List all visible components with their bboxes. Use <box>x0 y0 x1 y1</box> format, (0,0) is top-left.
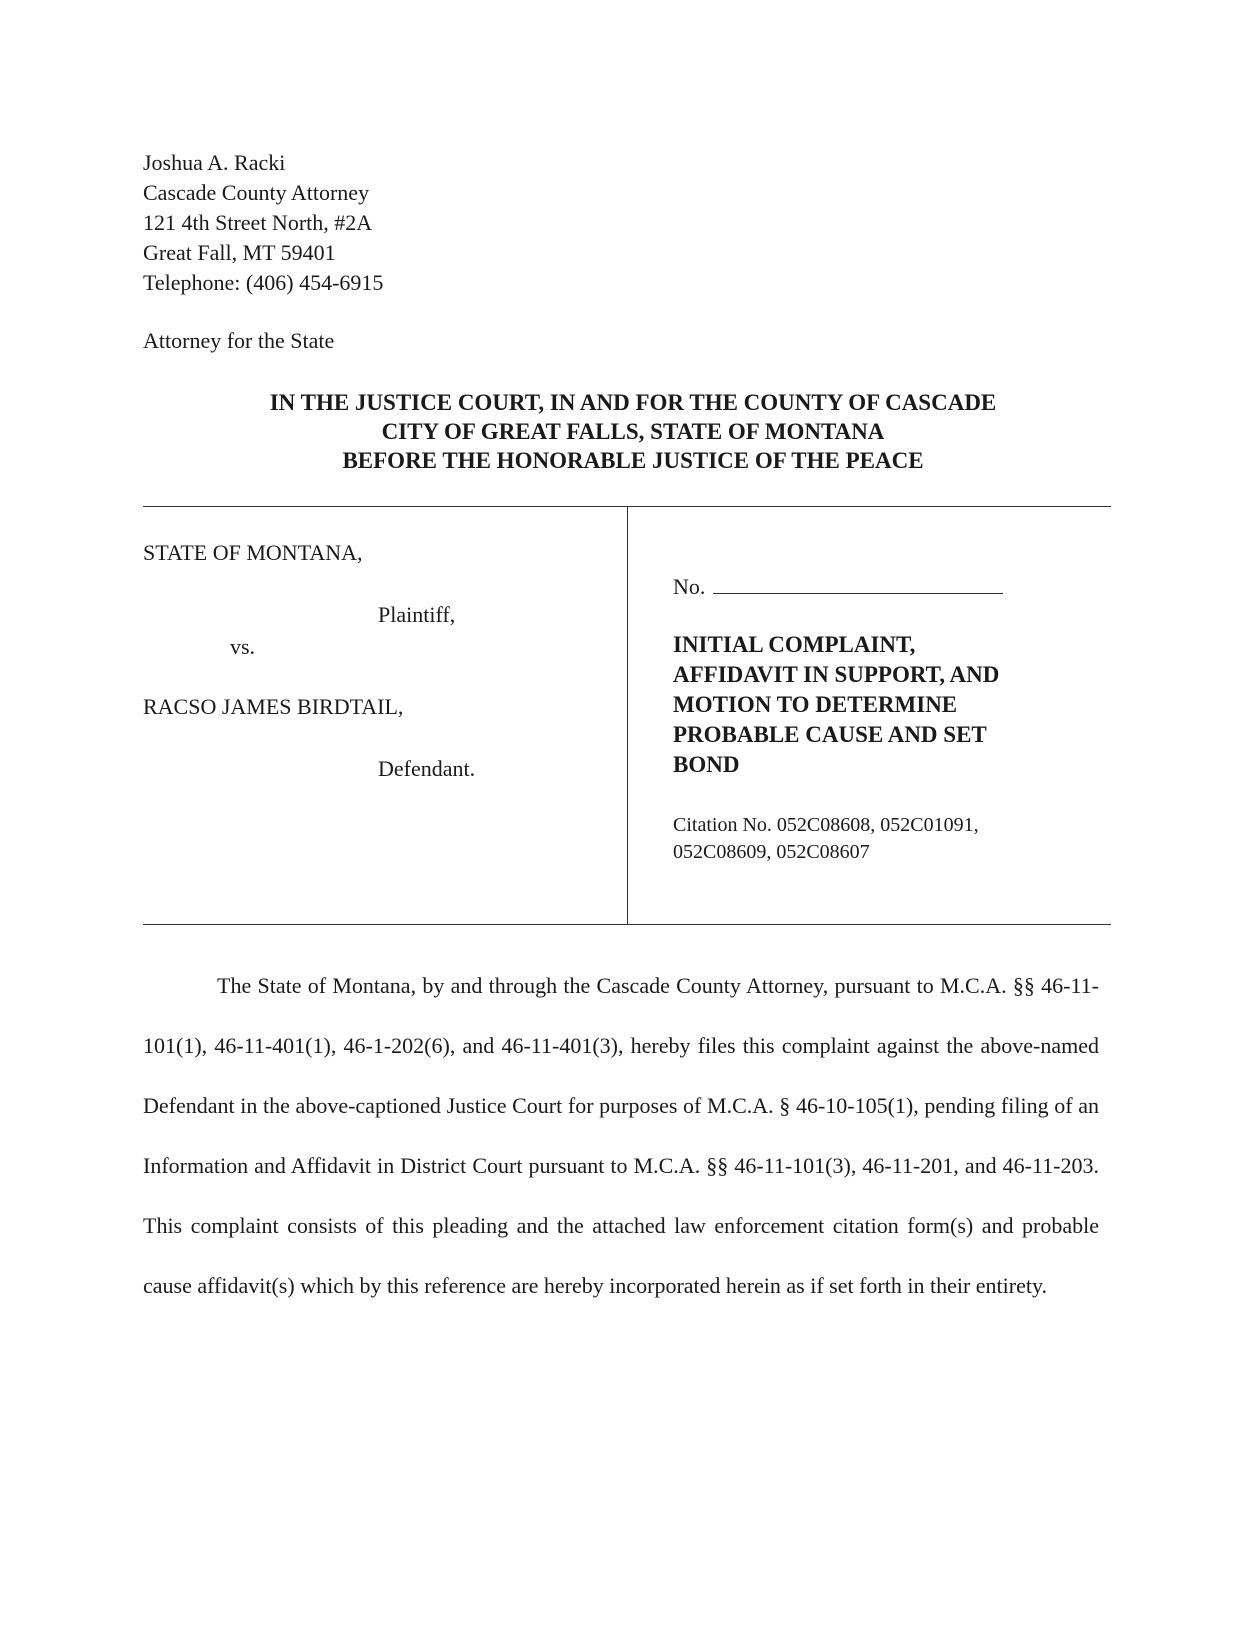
complaint-body-text: The State of Montana, by and through the Cascade County Attorney, pursuant to M.C.A. §§ 46-11-101(1), 46-11-401(1), 46-1-202(6), and 46-11-401(3), hereby files this complaint against the above-named Defendant in the above-captioned Justice Court for purposes of M.C.A. § 46-10-105(1), pending filing of an Information and Affidavit in District Court pursuant to M.C.A. §§ 46-11-101(3), 46-11-201, and 46-11-203. This complaint consists of this pleading and the attached law enforcement citation form(s) and probable cause affidavit(s) which by this reference are hereby incorporated herein as if set forth in their entirety. <box>143 973 1099 1298</box>
plaintiff-name: STATE OF MONTANA, <box>143 540 363 565</box>
defendant-name: RACSO JAMES BIRDTAIL, <box>143 694 404 719</box>
attorney-office: Cascade County Attorney <box>143 180 370 205</box>
document-title-line: BOND <box>673 752 740 777</box>
citation-numbers <box>673 812 979 866</box>
attorney-for-label: Attorney for the State <box>143 328 335 353</box>
citation-line: Citation No. 052C08608, 052C01091, <box>673 814 979 836</box>
attorney-name: Joshua A. Racki <box>143 150 286 175</box>
document-title-line: AFFIDAVIT IN SUPPORT, AND <box>673 662 1000 687</box>
court-heading-line: CITY OF GREAT FALLS, STATE OF MONTANA <box>381 419 885 444</box>
attorney-street: 121 4th Street North, #2A <box>143 210 373 235</box>
document-title-line: PROBABLE CAUSE AND SET <box>673 722 987 747</box>
caption-bottom-rule <box>143 924 1111 925</box>
attorney-city: Great Fall, MT 59401 <box>143 240 336 265</box>
caption-divider <box>627 506 628 924</box>
case-number-label: No. <box>673 574 706 599</box>
plaintiff-label: Plaintiff, <box>378 602 456 627</box>
court-heading-line: IN THE JUSTICE COURT, IN AND FOR THE COUNTY OF CASCADE <box>269 390 997 415</box>
versus-label: vs. <box>230 634 256 659</box>
document-title-line: INITIAL COMPLAINT, <box>673 632 916 657</box>
defendant-label: Defendant. <box>378 756 476 781</box>
court-heading <box>143 388 1123 475</box>
complaint-body-paragraph <box>143 956 1099 1316</box>
court-heading-line: BEFORE THE HONORABLE JUSTICE OF THE PEACE <box>342 448 924 473</box>
case-number <box>673 574 1003 600</box>
attorney-telephone: Telephone: (406) 454-6915 <box>143 270 384 295</box>
document-title-line: MOTION TO DETERMINE <box>673 692 958 717</box>
document-title <box>673 630 1103 780</box>
citation-line: 052C08609, 052C08607 <box>673 841 870 863</box>
attorney-address-block <box>143 148 383 298</box>
case-number-blank-line <box>713 575 1003 594</box>
